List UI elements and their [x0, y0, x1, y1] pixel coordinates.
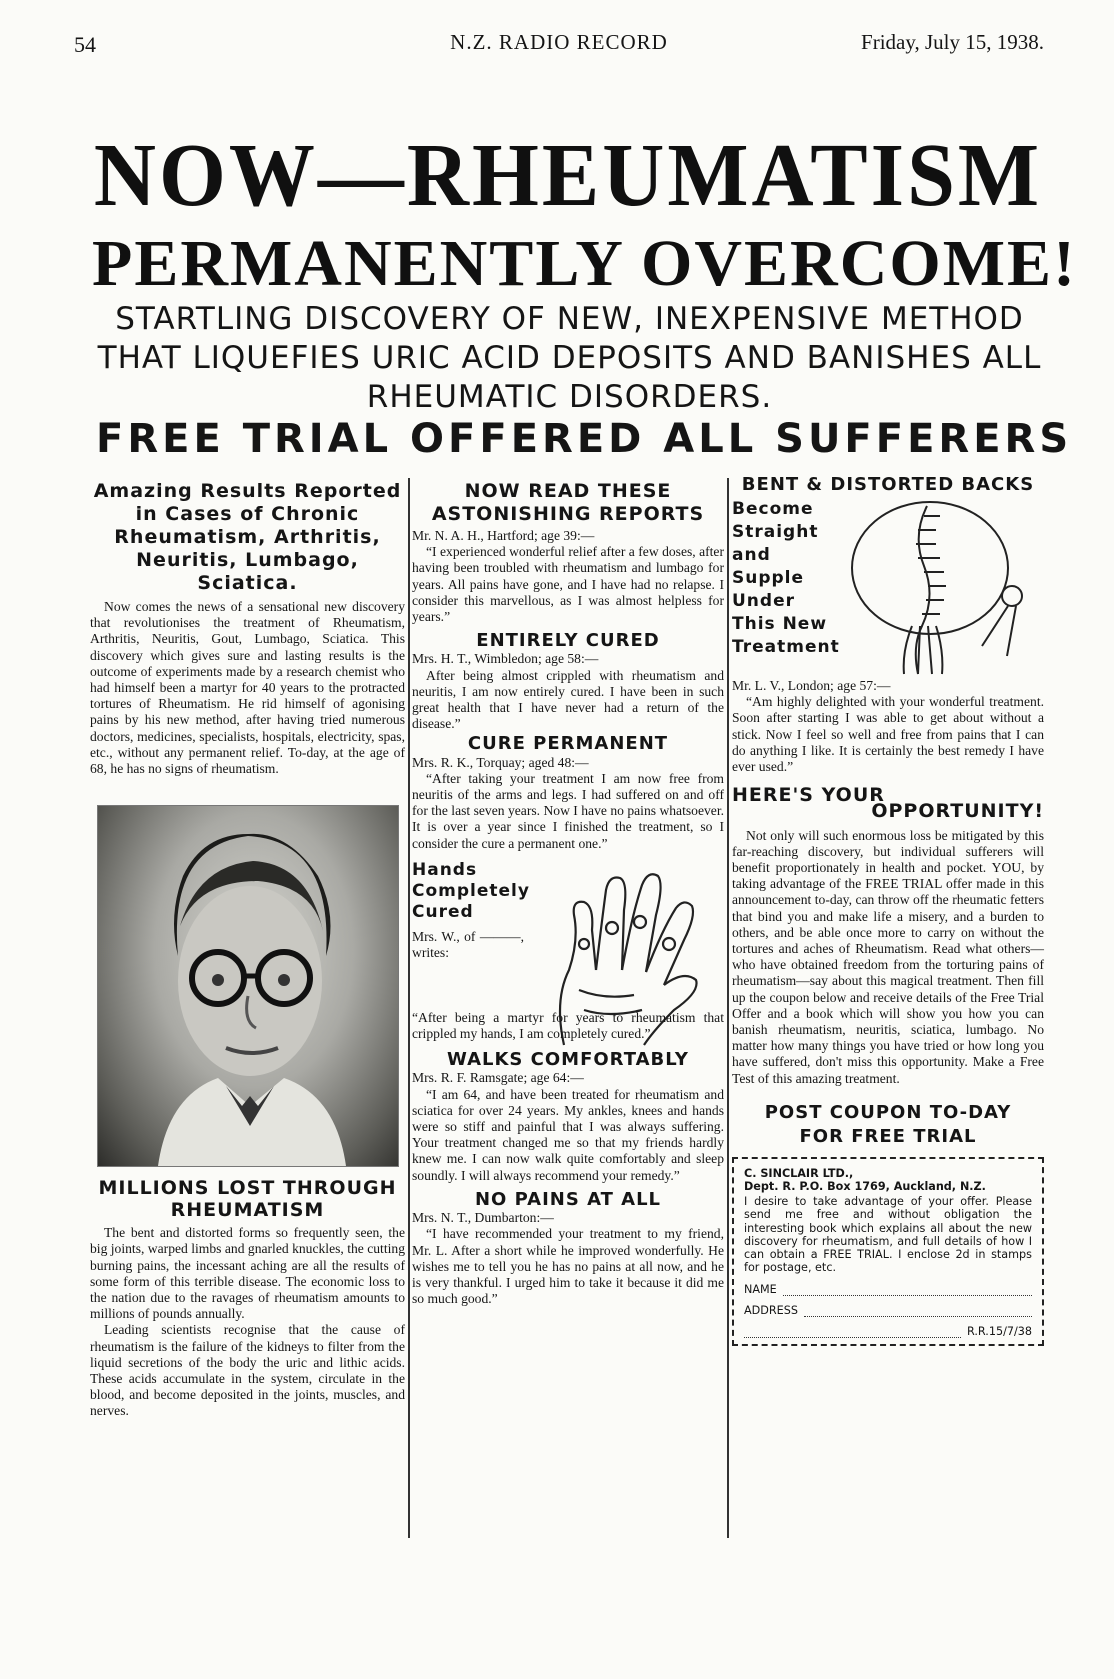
walks-heading: WALKS COMFORTABLY: [447, 1049, 689, 1071]
headline-line1: NOW—RHEUMATISM: [93, 124, 1043, 225]
free-trial-banner: FREE TRIAL OFFERED ALL SUFFERERS: [96, 416, 1073, 462]
name-line[interactable]: [783, 1285, 1032, 1296]
column-right: [732, 474, 1044, 1346]
reports-heading: NOW READ THESE ASTONISHING REPORTS: [431, 480, 705, 525]
millions-paragraph: Leading scientists recognise that the cause of rheumatism is the failure of the kidneys to filter from the liquid secretions of the body the uric and lithic acids. These acids accumulate in the system, circulate in the blood, and become deposited in the joints, muscles, and nerves.: [90, 1322, 405, 1419]
column-left: [90, 480, 405, 1420]
testimonial-author: Mrs. H. T., Wimbledon; age 58:—: [412, 651, 599, 667]
opportunity-heading-1: HERE'S YOUR: [732, 784, 885, 807]
testimonial-quote: “After being a martyr for years to rheumatism that crippled my hands, I am completely cured.”: [412, 1009, 724, 1042]
testimonial-quote: “Am highly delighted with your wonderful treatment. Soon after starting I was able to get about without a stick. Now I feel so well and free from pains that I can do anything I like. It is certainly the best remedy I have ever used.”: [732, 694, 1044, 775]
column-divider: [408, 478, 410, 1538]
coupon-company: C. SINCLAIR LTD.,: [744, 1166, 854, 1180]
hands-heading: Hands Completely Cured: [412, 859, 530, 922]
spine-illustration: [832, 496, 1037, 676]
coupon-name-field[interactable]: [744, 1283, 1032, 1296]
cure-permanent-heading: CURE PERMANENT: [467, 733, 669, 755]
headline-line2: PERMANENTLY OVERCOME!: [92, 227, 1077, 300]
testimonial-author: Mrs. R. F. Ramsgate; age 64:—: [412, 1070, 584, 1086]
post-coupon-heading: POST COUPON TO-DAY FOR FREE TRIAL: [764, 1101, 1012, 1147]
testimonial-author: Mrs. W., of ———, writes:: [412, 928, 524, 961]
testimonial-author: Mr. L. V., London; age 57:—: [732, 678, 891, 693]
testimonial-quote: After being almost crippled with rheumatism and neuritis, I am now entirely cured. I have been in such great health that I have never had a return of the disease.”: [412, 667, 724, 732]
masthead: N.Z. RADIO RECORD: [450, 30, 668, 54]
ref-line: [744, 1327, 961, 1338]
opportunity-body: Not only will such enormous loss be mitigated by this far-reaching discovery, but individual sufferers will benefit proportionately in health and pocket. YOU, by taking advantage of the FREE TRIAL offer made in this announcement to-day, can throw off the rheumatic fetters that bind you and make life a misery, and a burden to others, and be able once more to carry on without the tortures and aches of Rheumatism. Read what others—who have obtained freedom from the torturing pains of rheumatism—say about this magical treatment. Then fill up the coupon below and receive details of the Free Trial Offer and a book which will show you how you can banish rheumatism, neuritis, sciatica, lumbago. No matter how many things you have tried or how long you have suffered, don't miss this opportunity. Make a Free Test of this amazing treatment.: [732, 827, 1044, 1086]
address-label: ADDRESS: [744, 1303, 798, 1317]
backs-subheading: Become Straight and Supple Under This New Treatment: [732, 499, 840, 657]
order-coupon[interactable]: [732, 1157, 1044, 1346]
column-middle: [412, 480, 724, 1307]
col1-heading: Amazing Results Reported in Cases of Chronic Rheumatism, Arthritis, Neuritis, Lumbago, Sciatica.: [93, 480, 402, 594]
coupon-address: Dept. R. P.O. Box 1769, Auckland, N.Z.: [744, 1180, 986, 1194]
millions-heading: MILLIONS LOST THROUGH RHEUMATISM: [98, 1177, 397, 1222]
testimonial-quote: “After taking your treatment I am now free from neuritis of the arms and legs. I had suffered on and off for the last seven years. Now I have no pains whatsoever. It is over a year since I finished the treatment, so I consider the cure a permanent one.”: [412, 770, 724, 851]
entirely-cured-heading: ENTIRELY CURED: [476, 630, 660, 652]
millions-paragraph: The bent and distorted forms so frequently seen, the big joints, warped limbs and gnarled knuckles, the cutting burning pains, the incessant aching are all the results of some form of this terrible disease. The economic loss to the nation due to the ravages of rheumatism amounts to millions of pounds annually.: [90, 1225, 405, 1322]
coupon-address-field[interactable]: [744, 1304, 1032, 1317]
issue-date: Friday, July 15, 1938.: [861, 30, 1044, 54]
portrait-photo: [97, 805, 399, 1167]
coupon-ref-row: [744, 1325, 1032, 1338]
no-pains-heading: NO PAINS AT ALL: [474, 1188, 662, 1210]
subheadline: STARTLING DISCOVERY OF NEW, INEXPENSIVE METHOD THAT LIQUEFIES URIC ACID DEPOSITS AND BANISHES ALL RHEUMATIC DISORDERS.: [97, 301, 1042, 415]
page-header: [74, 30, 1044, 62]
testimonial-author: Mr. N. A. H., Hartford; age 39:—: [412, 528, 595, 543]
testimonial-quote: “I experienced wonderful relief after a few doses, after having been troubled with rheumatism and lumbago for years. All pains have gone, and I have had no relapse. I consider this marvellous, as I was almost helpless for years.”: [412, 544, 724, 625]
opportunity-heading-2: OPPORTUNITY!: [871, 800, 1044, 823]
page-number: 54: [74, 32, 96, 57]
name-label: NAME: [744, 1282, 777, 1296]
man-with-glasses-image: [98, 806, 398, 1166]
testimonial-quote: “I have recommended your treatment to my friend, Mr. L. After a short while he improved wonderfully. He wishes me to tell you he has no pains at all now, and he is very thankful. I urged him to take it because it did me so much good.”: [412, 1226, 724, 1307]
backs-section: [732, 496, 1044, 676]
coupon-ref: R.R.15/7/38: [967, 1324, 1032, 1338]
address-line[interactable]: [804, 1306, 1032, 1317]
col1-body: Now comes the news of a sensational new discovery that revolutionises the treatment of Rheumatism, Arthritis, Neuritis, Gout, Lumbago, Sciatica. This discovery which gives sure and lasting results is the outcome of experiments made by a research chemist who had himself been a martyr for 40 years to the protracted tortures of Rheumatism. He rid himself of agonising pains by his new method, after having tried numerous doctors, medicines, specialists, hospitals, electricity, spas, etc., without any permanent relief. To-day, at the age of 68, he has no signs of rheumatism.: [90, 599, 405, 777]
bent-backs-heading: BENT & DISTORTED BACKS: [741, 474, 1035, 495]
column-divider: [727, 478, 729, 1538]
coupon-text: I desire to take advantage of your offer. Please send me free and without obligation the interesting book which explains all about the new discovery for rheumatism, and full details of how I can obtain a FREE TRIAL. I enclose 2d in stamps for postage, etc.: [744, 1195, 1032, 1275]
testimonial-quote: “I am 64, and have been treated for rheumatism and sciatica for over 24 years. My ankles, knees and hands were so stiff and painful that I was always suffering. Your treatment changed me so that my friends hardly knew me. I can now walk quite comfortably and sleep soundly. I will always recommend your remedy.”: [412, 1086, 724, 1183]
testimonial-author: Mrs. N. T., Dumbarton:—: [412, 1210, 554, 1226]
testimonial-author: Mrs. R. K., Torquay; aged 48:—: [412, 754, 589, 770]
